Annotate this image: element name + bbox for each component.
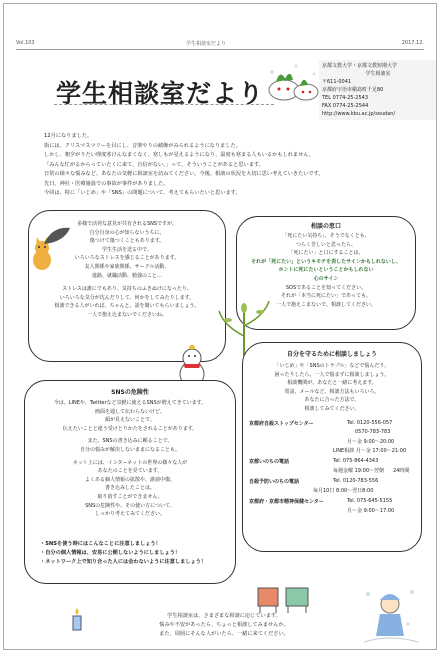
help-sign-line: 「死にたい気持ち」、そうでなくとも、	[282, 233, 370, 239]
org-hours: 月～金 9:00～20:00	[347, 438, 395, 445]
consult-heading: 自分を守るために相談しましょう	[286, 351, 377, 358]
sns-line: 顔が見えないことで、	[105, 417, 155, 424]
closing-line: 学生相談室は、さまざまな相談に応じています。	[167, 613, 281, 619]
closing-message	[99, 612, 349, 639]
org-sub: 0570-783-783	[355, 428, 391, 435]
contact-line: http://www.kbu.ac.jp/soudan/	[322, 111, 396, 117]
consult-box	[242, 342, 422, 552]
intro-line: 日常の様々な悩みなど、あなたの気軽に相談室を訪ねてください。今後、相談の状況を大切に思い考えていきたいです。	[44, 171, 324, 177]
help-sign-line: それが「本当に死にたい」であっても、	[281, 293, 371, 300]
stress-line: 相談できる人がいれば、ちゃんと、話を聞いてもらいましょう。	[54, 303, 200, 310]
sns-line: 伝えたいことと違う受けとりかたをされることがあります。	[62, 425, 198, 432]
org-sub: 月～金 9:00～17:00	[347, 507, 395, 514]
org-name: 自殺予防いのちの電話	[249, 478, 300, 485]
help-sign-line: 「死にたい」と口にすることは、	[288, 250, 364, 257]
candle-illustration	[70, 606, 84, 632]
child-snow-illustration	[360, 584, 420, 644]
intro-line: しかし、朝夕がりたい理度寒けんなまくなく、寒しもが見えるようになり、温度も寒まる人もいるかもしれません。	[44, 152, 314, 158]
sns-heading: SNSの危険性	[111, 389, 149, 396]
contact-info	[319, 60, 437, 120]
leaf-illustration	[42, 224, 72, 246]
stress-line: 多様で活発な意見が共有されるSNSですが、	[76, 221, 178, 227]
stress-line: 友人関係や家族関係、サークル活動、	[84, 263, 170, 270]
consult-line: あなたに合った方法で、	[304, 397, 360, 404]
sns-bullet: ・自分の個人情報は、安易に公開しないようにしましょう！	[40, 550, 181, 556]
sns-line: また、SNSの書き込みに頼ることで、	[87, 438, 173, 445]
help-sign-emphasis: それが「死にたい」というキモチを表したサインかもしれないし、	[251, 258, 401, 265]
intro-line: 「みんな忙がるからっていたくに来て、自信がない。」って、そういうことがあると思います。	[44, 161, 264, 168]
sns-line: SNSの危険性や、その使い方について、	[85, 502, 175, 509]
stress-line: 自分自身の心が知らないうちに、	[89, 229, 165, 236]
intro-line: 先日、神社・医療施設での事故が事件がありました。	[44, 180, 169, 187]
help-sign-line: 一人で抱えこまないで、相談してください。	[276, 301, 376, 308]
sns-line: しっかり考えてみてください。	[94, 511, 165, 518]
help-sign-line: SOSであることを知ってください。	[285, 284, 367, 291]
help-sign-emphasis: ホントに死にたいということかもしれない	[278, 267, 374, 274]
org-tel: Tel. 0120-556-057	[347, 419, 393, 426]
header-title: 学生相談室だより	[186, 41, 227, 47]
consult-line: 困ったりしたら、一人で悩まずに相談しましょう。	[274, 371, 390, 378]
header-bar	[16, 40, 424, 48]
contact-line: TEL 0774-25-2543	[322, 95, 369, 101]
newsletter-page	[3, 3, 437, 650]
intro-line: 街には、クリスマスツリーを目にし、音楽やりの緒飾がみられるようになりました。	[44, 142, 241, 149]
stress-line: 傷つけて傷つくこともあります。	[89, 238, 165, 245]
help-sign-heading: 相談の窓口	[310, 223, 341, 230]
contact-line: 京都文教大学・京都文教短期大学	[322, 63, 398, 69]
newsletter-title: 学生相談室だより	[56, 79, 265, 108]
consult-line: 「いじめ」や「SNSのトラブル」などで悩んだり、	[274, 363, 390, 369]
consult-line: 相談してみてください。	[304, 405, 360, 412]
consult-line: 電話、メールなど、相談方法もいろいろ。	[284, 388, 380, 395]
sns-bullets	[40, 540, 240, 567]
contact-line: 〒611-0041	[322, 79, 352, 85]
sns-line: 書き込みしたことは、	[104, 485, 155, 492]
sns-line: 今は、LINEや、Twitterなど気軽に使えるSNSが増えてきています。	[53, 400, 207, 406]
sns-line: あなたのことを見ています。	[97, 468, 163, 475]
consult-text	[243, 358, 421, 414]
consult-line: 相談機関が、あなたと一緒に考えます。	[287, 380, 377, 387]
org-name: 京都いのちの電話	[249, 458, 290, 465]
chairs-illustration	[254, 584, 314, 614]
stress-line: 一人で抱え込まないでくださいね。	[86, 311, 167, 318]
org-list	[243, 420, 421, 520]
contact-line: 京都府宇治市槇島町千足80	[322, 87, 384, 93]
org-sub: 24時間	[393, 467, 410, 474]
org-tel: Tel. 075-645-5155	[347, 497, 393, 504]
closing-line: 悩みや不安があったら、ちょっと相談してみませんか。	[159, 622, 289, 628]
stress-line: 進路、就職活動、勉強のこと…	[91, 272, 162, 279]
stress-line: いろいろな気分が沈んだりして、何かをしてみたりします。	[59, 294, 195, 301]
intro-line: 今回は、特に「いじめ」や「SNS」の問題について、考えてもらいたいと思います。	[44, 190, 241, 196]
help-sign-line: つらく苦しいと思ったら、	[295, 241, 356, 248]
stress-line: 学生生活を送る中で、	[102, 246, 152, 253]
help-sign-emphasis: 心のサイン	[313, 275, 339, 282]
header-divider	[16, 49, 424, 50]
issue-date: 2017.12.	[401, 40, 424, 46]
stress-line: ストレスは誰にでもあり、気持ちのふきぬけになったり、	[62, 286, 192, 293]
closing-line: また、周囲にそんな人がいたら、一緒に来てください。	[159, 631, 289, 637]
org-name: 京都府自殺ストップセンター	[249, 420, 314, 427]
org-hours: LINE相談 月～金 17:00～21:00	[333, 447, 407, 454]
volume-number: Vol.103	[16, 40, 35, 46]
sns-line: 自分の悩みが解決しないままになることも。	[79, 446, 180, 453]
sns-text	[25, 396, 235, 519]
sns-line: よくある個人情報の拡散や、誹謗中傷、	[85, 476, 175, 483]
org-sub: 毎月10日 8:00～翌日8:00	[313, 487, 374, 494]
title-underline	[54, 104, 274, 105]
sns-line: 画面を通して伝わらないけど、	[94, 408, 165, 415]
sns-line: ネット上には、インターネットの世界の様々な人が	[72, 459, 188, 466]
org-tel: Tel. 075-864-4343	[333, 457, 379, 464]
org-hours: 毎週金曜 19:00～翌朝	[333, 467, 384, 474]
sns-bullet: ・ネットワーク上で知り合った人には会わないように注意しましょう！	[40, 559, 207, 565]
sns-bullet: ・SNSを使う時にはこんなことに注意しましょう！	[40, 541, 161, 547]
contact-line: FAX 0774-25-2544	[322, 103, 369, 109]
intro-line: 12月になりました。	[44, 133, 93, 139]
org-tel: Tel. 0120-783-556	[333, 477, 379, 484]
snow-rabbit-illustration	[266, 62, 321, 104]
intro-paragraph	[44, 132, 404, 199]
stress-line: いろいろなストレスを感じることがあります。	[74, 255, 180, 262]
org-name: 京都府・京都市精神保健センター	[249, 498, 324, 505]
contact-line: 学生相談室	[365, 71, 391, 77]
sns-line: 取り消すことができません。	[97, 493, 163, 500]
